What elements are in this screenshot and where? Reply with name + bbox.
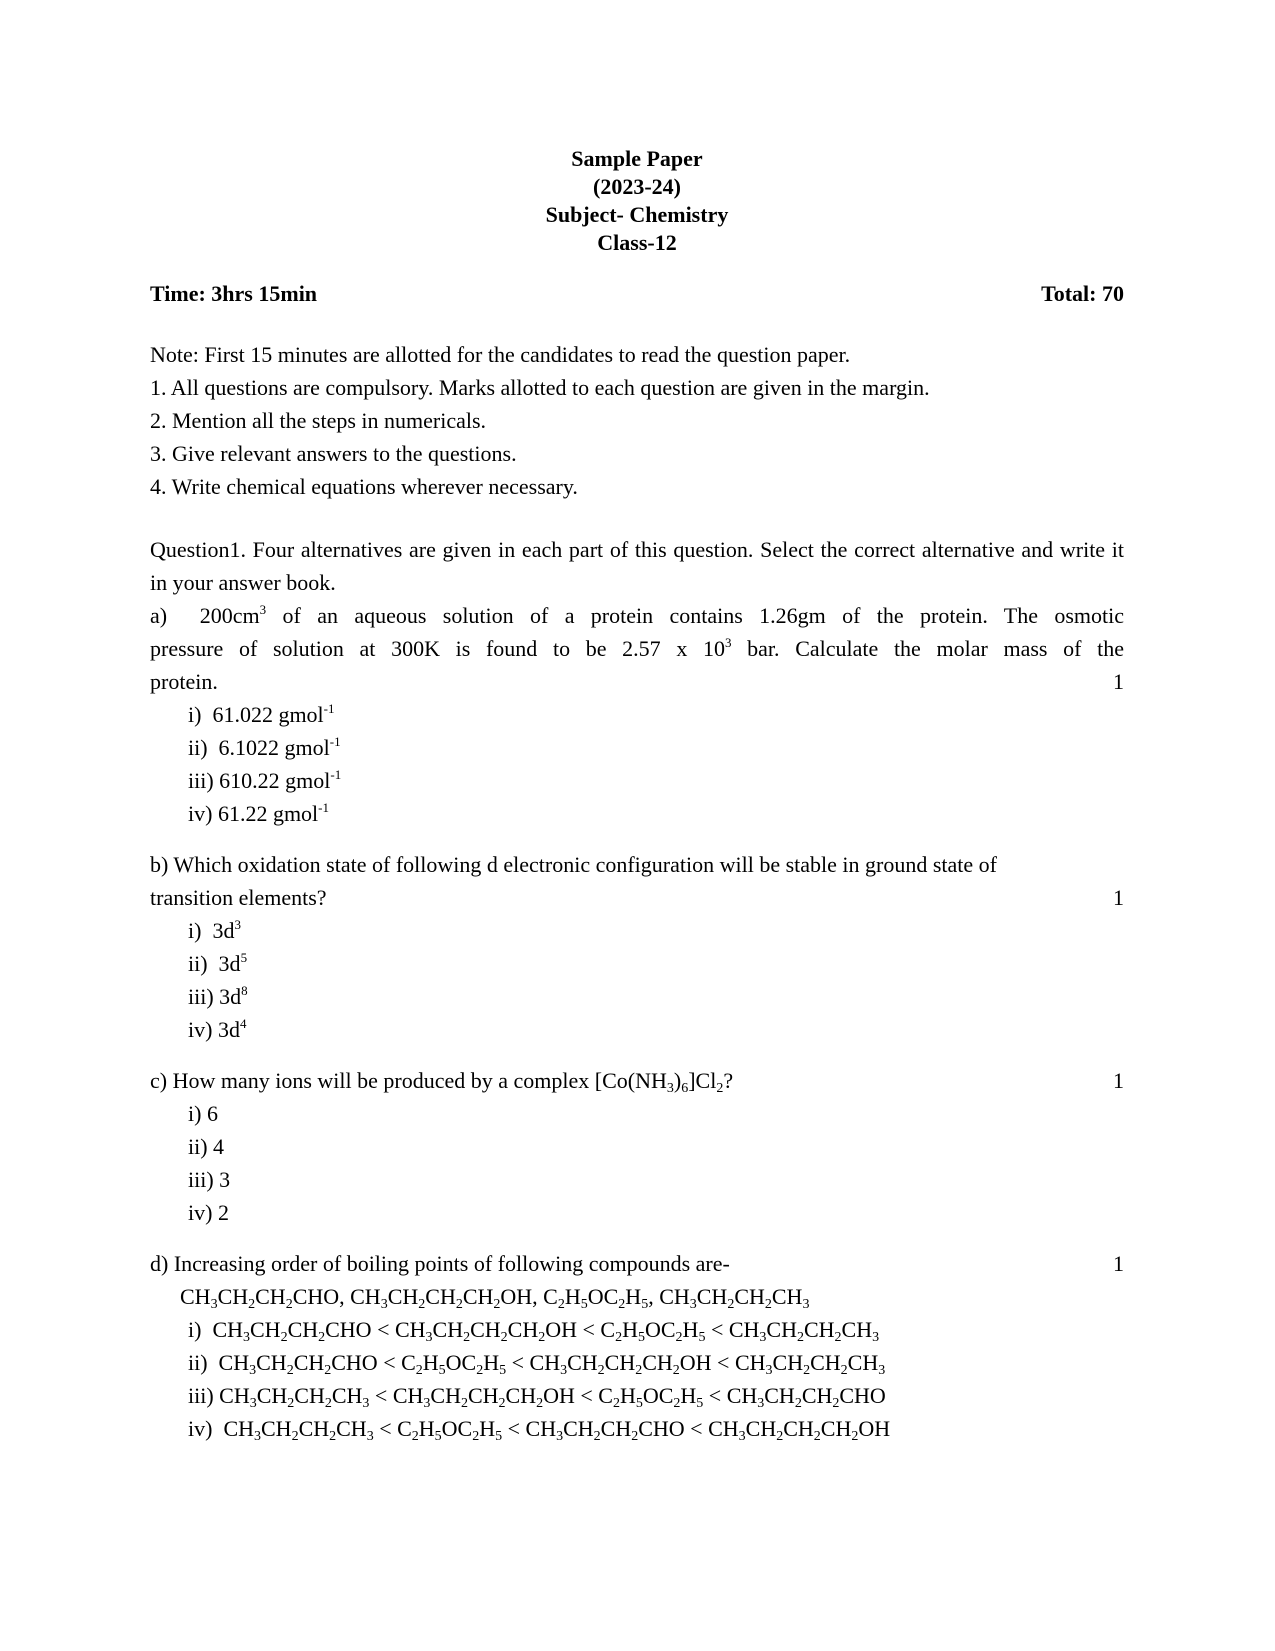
time-total-bar <box>150 277 1124 310</box>
option-item: iv) $3d^4$ <box>188 1016 247 1042</box>
exam-page <box>150 145 1124 1445</box>
paper-header <box>150 145 1124 257</box>
qa-options <box>150 698 1124 830</box>
note-line: 4. Write chemical equations wherever necessary. <box>150 474 578 499</box>
qc-text: c) How many ions will be produced by a complex $[Co(NH_3)_6]Cl_2$? <box>150 1068 734 1096</box>
note-line: 3. Give relevant answers to the questions. <box>150 441 517 466</box>
qc-options <box>150 1097 1124 1229</box>
question-part-a <box>150 599 1124 830</box>
qb-line2-text: transition elements? <box>150 885 327 910</box>
option-item: iii) 3 <box>188 1167 231 1192</box>
question-part-d <box>150 1247 1124 1445</box>
qd-text: d) Increasing order of boiling points of following compounds are- <box>150 1251 730 1276</box>
header-class: Class-12 <box>597 230 677 255</box>
qb-line1: b) Which oxidation state of following d electronic configuration will be stable in ground state of <box>150 852 997 877</box>
option-item: iv) 61.22 gmol$^{-1}$ <box>188 800 330 826</box>
qb-line2 <box>150 881 1124 914</box>
option-item: ii) $CH_3CH_2CH_2CHO < C_2H_5OC_2H_5 < CH_3CH_2CH_2CH_2OH < CH_3CH_2CH_2CH_3$ <box>188 1350 886 1378</box>
option-item: iv) 2 <box>188 1200 229 1225</box>
qd-compounds: $CH_3CH_2CH_2CHO$, $CH_3CH_2CH_2CH_2OH$, $C_2H_5OC_2H_5$, $CH_3CH_2CH_2CH_3$ <box>180 1284 810 1312</box>
marks-label: 1 <box>1113 669 1124 694</box>
qa-line1: a) $200cm^3$ of an aqueous solution of a protein contains 1.26gm of the protein. The osmotic <box>150 602 1124 628</box>
note-line: 1. All questions are compulsory. Marks allotted to each question are given in the margin. <box>150 375 930 400</box>
qa-line2: pressure of solution at 300K is found to be 2.57 x $10^3$ bar. Calculate the molar mass of the <box>150 635 1125 661</box>
option-item: i) $3d^3$ <box>188 917 241 943</box>
qc-line1 <box>150 1064 1124 1097</box>
question1-intro: Question1. Four alternatives are given in each part of this question. Select the correct alternative and write it in your answer book. <box>150 537 1124 595</box>
question-part-b <box>150 848 1124 1046</box>
qd-options <box>150 1313 1124 1445</box>
header-title: Sample Paper <box>571 146 703 171</box>
note-line: 2. Mention all the steps in numericals. <box>150 408 487 433</box>
qd-line1 <box>150 1247 1124 1280</box>
question-part-c <box>150 1064 1124 1229</box>
qb-options <box>150 914 1124 1046</box>
option-item: ii) $3d^5$ <box>188 950 248 976</box>
option-item: iii) 610.22 gmol$^{-1}$ <box>188 767 342 793</box>
option-item: i) 6 <box>188 1101 218 1126</box>
marks-label: 1 <box>1113 885 1124 910</box>
option-item: i) 61.022 gmol$^{-1}$ <box>188 701 335 727</box>
qa-line3-text: protein. <box>150 669 218 694</box>
marks-label: 1 <box>1113 1251 1124 1276</box>
header-subject: Subject- Chemistry <box>545 202 729 227</box>
option-item: iii) $CH_3CH_2CH_2CH_3 < CH_3CH_2CH_2CH_2OH < C_2H_5OC_2H_5 < CH_3CH_2CH_2CHO$ <box>188 1383 886 1411</box>
header-year: (2023-24) <box>593 174 681 199</box>
option-item: iii) $3d^8$ <box>188 983 248 1009</box>
time-label: Time: 3hrs 15min <box>150 281 318 306</box>
marks-label: 1 <box>1113 1068 1124 1093</box>
option-item: ii) 6.1022 gmol$^{-1}$ <box>188 734 341 760</box>
instructions <box>150 338 1124 503</box>
total-label: Total: 70 <box>1041 281 1124 306</box>
option-item: iv) $CH_3CH_2CH_2CH_3 < C_2H_5OC_2H_5 < CH_3CH_2CH_2CHO < CH_3CH_2CH_2CH_2OH$ <box>188 1416 891 1444</box>
qa-line3 <box>150 665 1124 698</box>
note-line: Note: First 15 minutes are allotted for the candidates to read the question paper. <box>150 342 851 367</box>
option-item: i) $CH_3CH_2CH_2CHO < CH_3CH_2CH_2CH_2OH < C_2H_5OC_2H_5 < CH_3CH_2CH_2CH_3$ <box>188 1317 880 1345</box>
option-item: ii) 4 <box>188 1134 225 1159</box>
